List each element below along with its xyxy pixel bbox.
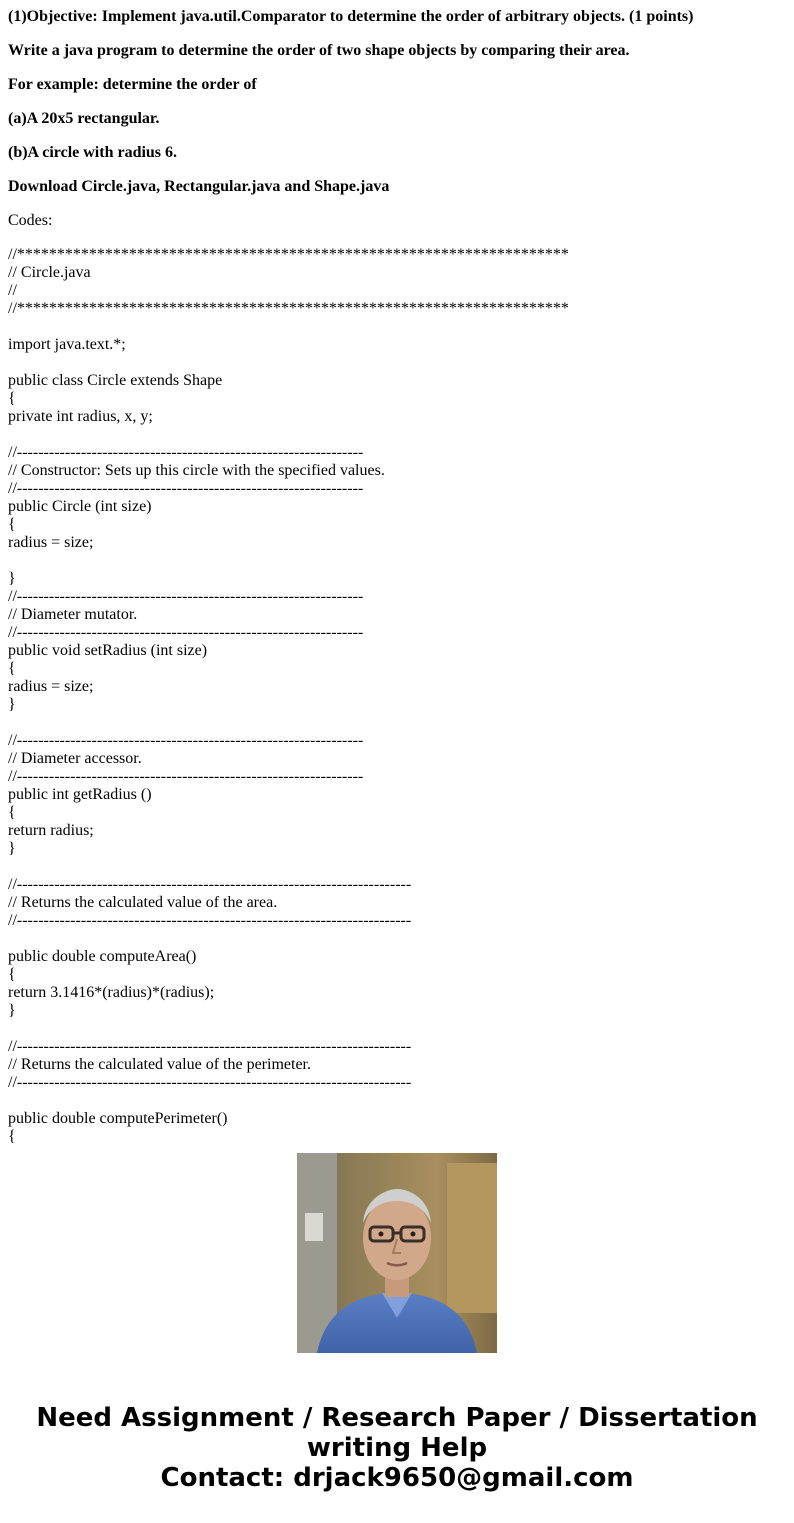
code-line [8, 318, 786, 336]
code-line: public Circle (int size) [8, 498, 152, 515]
code-line: return 3.1416*(radius)*(radius); [8, 984, 215, 1001]
code-line: //-------------------------------------------------------------------------- [8, 1038, 412, 1055]
code-line: //----------------------------------------------------------------- [8, 768, 364, 785]
document-content [0, 8, 794, 1146]
download-instruction: Download Circle.java, Rectangular.java and Shape.java [8, 178, 390, 195]
code-line: // Circle.java [8, 264, 91, 281]
code-line: radius = size; [8, 678, 94, 695]
code-line [8, 930, 786, 948]
promo-line-1: Need Assignment / Research Paper / Dissertation [36, 1403, 758, 1433]
code-line: { [8, 966, 16, 983]
code-line: //********************************************************************* [8, 246, 569, 263]
code-line: } [8, 696, 16, 713]
code-line: { [8, 804, 16, 821]
promo-line-2: writing Help [306, 1433, 488, 1463]
code-line: radius = size; [8, 534, 94, 551]
code-line: //-------------------------------------------------------------------------- [8, 912, 412, 929]
code-line: // Returns the calculated value of the perimeter. [8, 1056, 311, 1073]
code-line: // Returns the calculated value of the area. [8, 894, 278, 911]
code-line [8, 858, 786, 876]
code-line: //----------------------------------------------------------------- [8, 444, 364, 461]
code-line: private int radius, x, y; [8, 408, 153, 425]
task-description: Write a java program to determine the order of two shape objects by comparing their area. [8, 42, 630, 59]
code-line [8, 552, 786, 570]
author-portrait-image [297, 1153, 497, 1353]
code-line: { [8, 390, 16, 407]
code-line: // Diameter accessor. [8, 750, 142, 767]
code-line: public class Circle extends Shape [8, 372, 223, 389]
code-line: //-------------------------------------------------------------------------- [8, 1074, 412, 1091]
author-avatar [297, 1153, 497, 1353]
code-line: public void setRadius (int size) [8, 642, 208, 659]
footer-promo [0, 1123, 794, 1523]
promo-contact: Contact: drjack9650@gmail.com [160, 1463, 634, 1493]
code-line: return radius; [8, 822, 94, 839]
code-line: //----------------------------------------------------------------- [8, 624, 364, 641]
code-line: //----------------------------------------------------------------- [8, 732, 364, 749]
code-line [8, 1092, 786, 1110]
code-line: //----------------------------------------------------------------- [8, 588, 364, 605]
code-line: //********************************************************************* [8, 300, 569, 317]
code-line [8, 354, 786, 372]
codes-label: Codes: [8, 212, 53, 229]
code-line: { [8, 516, 16, 533]
code-line: public double computePerimeter() [8, 1110, 228, 1127]
example-item-a: (a)A 20x5 rectangular. [8, 110, 160, 127]
code-line: } [8, 840, 16, 857]
code-line: // [8, 282, 17, 299]
code-line: { [8, 660, 16, 677]
promo-text [0, 1403, 794, 1493]
code-line: //----------------------------------------------------------------- [8, 480, 364, 497]
code-line: public int getRadius () [8, 786, 152, 803]
code-line: } [8, 1002, 16, 1019]
code-line: { [8, 1128, 16, 1145]
example-item-b: (b)A circle with radius 6. [8, 144, 178, 161]
code-block [8, 246, 786, 1146]
objective-heading: (1)Objective: Implement java.util.Comparator to determine the order of arbitrary objects. (1 points) [8, 8, 694, 25]
code-line [8, 1020, 786, 1038]
code-line: //-------------------------------------------------------------------------- [8, 876, 412, 893]
code-line [8, 714, 786, 732]
code-line: // Constructor: Sets up this circle with the specified values. [8, 462, 385, 479]
example-intro: For example: determine the order of [8, 76, 257, 93]
code-line: // Diameter mutator. [8, 606, 138, 623]
code-line: public double computeArea() [8, 948, 197, 965]
code-line: import java.text.*; [8, 336, 126, 353]
code-line [8, 426, 786, 444]
code-line: } [8, 570, 16, 587]
